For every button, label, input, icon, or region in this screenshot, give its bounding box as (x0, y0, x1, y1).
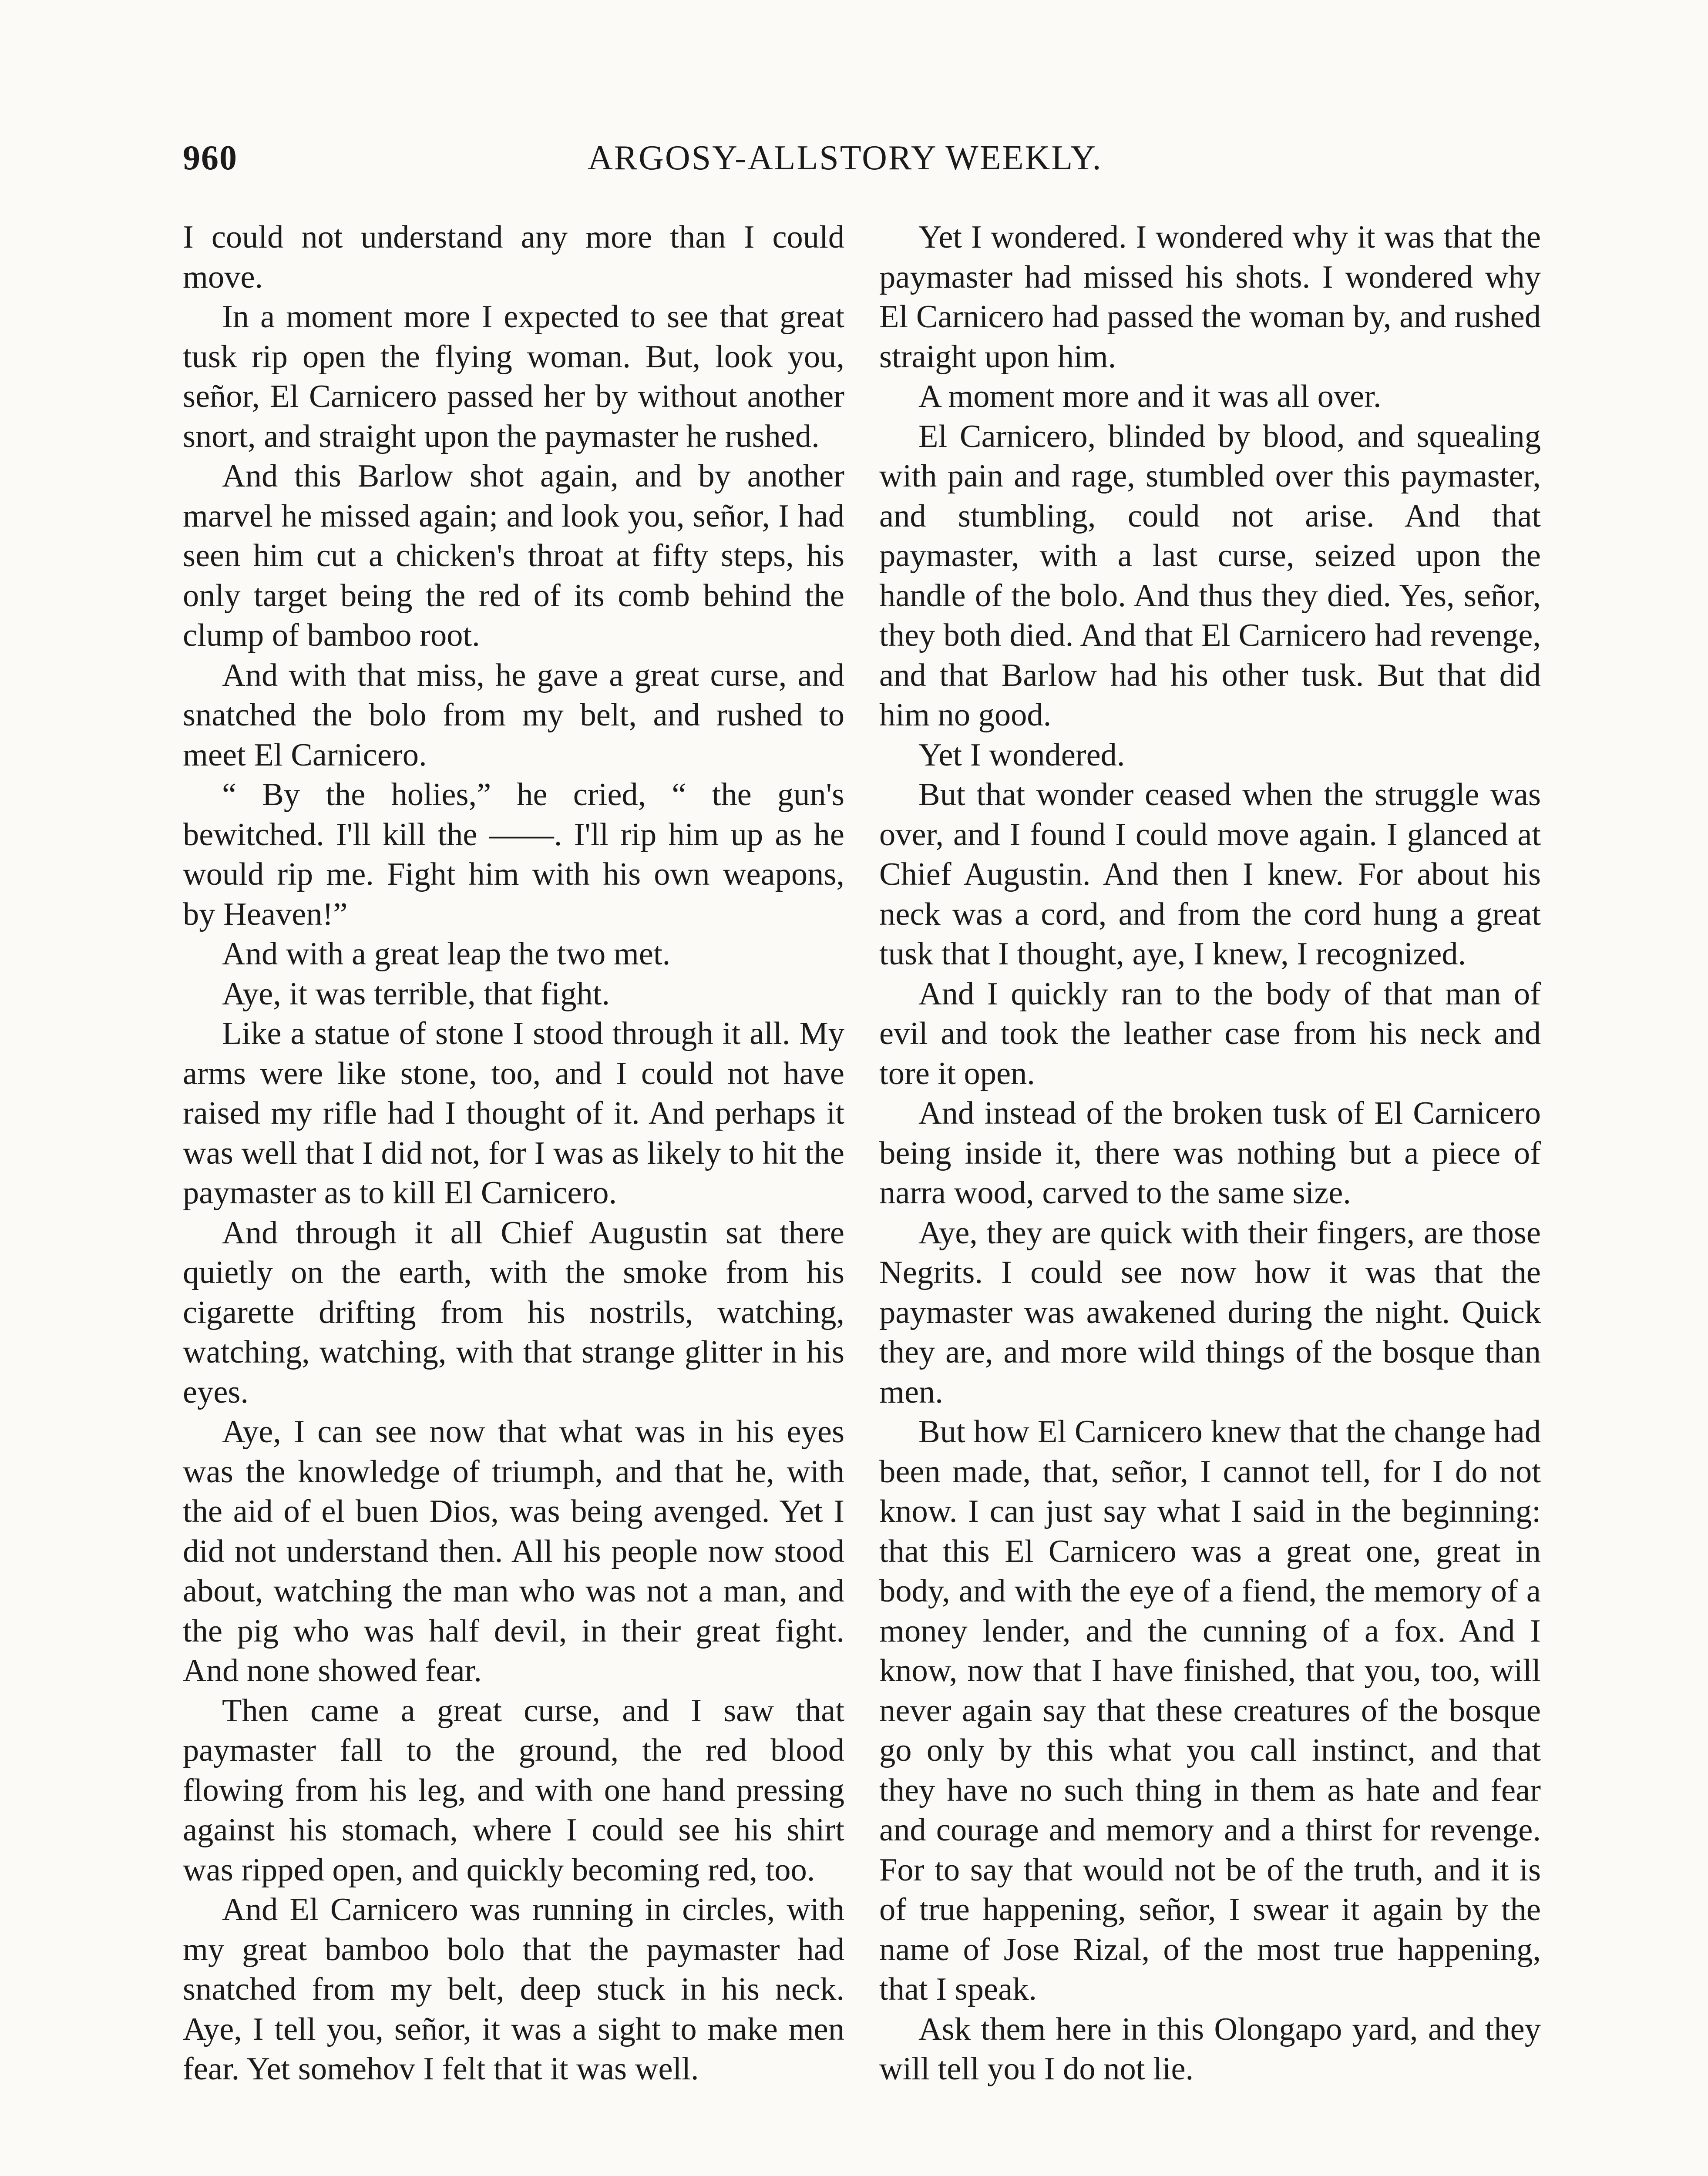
paragraph: And El Carnicero was running in circles, with my great bamboo bolo that the paymaster had snatched from my belt, deep stuck in his neck. Aye, I tell you, señor, it was a sight to make men fear. Yet somehov I felt that it was well. (183, 1892, 844, 2087)
paragraph: Ask them here in this Olongapo yard, and they will tell you I do not lie. (879, 2011, 1541, 2087)
right-column (879, 218, 1541, 2089)
paragraph: And with that miss, he gave a great curse, and snatched the bolo from my belt, and rushed to meet El Carnicero. (183, 657, 844, 773)
paragraph: And through it all Chief Augustin sat there quietly on the earth, with the smoke from his cigarette drifting from his nostrils, watching, watching, watching, with that strange glitter in his eyes. (183, 1215, 844, 1410)
paragraph: Aye, I can see now that what was in his eyes was the knowledge of triumph, and that he, with the aid of el buen Dios, was being avenged. Yet I did not understand then. All his people now stood about, watching the man who was not a man, and the pig who was half devil, in their great fight. And none showed fear. (183, 1414, 844, 1689)
paragraph: In a moment more I expected to see that great tusk rip open the flying woman. But, look you, señor, El Carnicero passed her by without another snort, and straight upon the paymaster he rushed. (183, 299, 844, 454)
paragraph: A moment more and it was all over. (918, 379, 1382, 414)
paragraph: I could not understand any more than I could move. (183, 219, 844, 295)
page-header (183, 138, 1537, 195)
paragraph: Then came a great curse, and I saw that paymaster fall to the ground, the red blood flowing from his leg, and with one hand pressing against his stomach, where I could see his shirt was ripped open, and quickly becoming red, too. (183, 1692, 844, 1888)
paragraph: And instead of the broken tusk of El Carnicero being inside it, there was nothing but a piece of narra wood, carved to the same size. (879, 1095, 1541, 1211)
paragraph: Yet I wondered. (918, 737, 1125, 773)
left-column (183, 218, 844, 2089)
paragraph: And I quickly ran to the body of that man of evil and took the leather case from his neck and tore it open. (879, 976, 1541, 1091)
paragraph: “ By the holies,” he cried, “ the gun's bewitched. I'll kill the ——. I'll rip him up as he would rip me. Fight him with his own weapons, by Heaven!” (183, 777, 844, 932)
paragraph: And this Barlow shot again, and by another marvel he missed again; and look you, señor, I had seen him cut a chicken's throat at fifty steps, his only target being the red of its comb behind the clump of bamboo root. (183, 458, 844, 653)
paragraph: And with a great leap the two met. (222, 936, 671, 972)
paragraph: Yet I wondered. I wondered why it was that the paymaster had missed his shots. I wondered why El Carnicero had passed the woman by, and rushed straight upon him. (879, 219, 1541, 375)
running-head: ARGOSY-ALLSTORY WEEKLY. (588, 139, 1103, 177)
paragraph: But that wonder ceased when the struggle was over, and I found I could move again. I glanced at Chief Augustin. And then I knew. For about his neck was a cord, and from the cord hung a great tusk that I thought, aye, I knew, I recognized. (879, 777, 1541, 972)
paragraph: But how El Carnicero knew that the change had been made, that, señor, I cannot tell, for I do not know. I can just say what I said in the beginning: that this El Carnicero was a great one, great in body, and with the eye of a fiend, the memory of a money lender, and the cunning of a fox. And I know, now that I have finished, that you, too, will never again say that these creatures of the bosque go only by this what you call instinct, and that they have no such thing in them as hate and fear and courage and memory and a thirst for revenge. For to say that would not be of the truth, and it is of true happening, señor, I swear it again by the name of Jose Rizal, of the most true happening, that I speak. (879, 1414, 1541, 2007)
paragraph: Aye, they are quick with their fingers, are those Negrits. I could see now how it was that the paymaster was awakened during the night. Quick they are, and more wild things of the bosque than men. (879, 1215, 1541, 1410)
page-number: 960 (183, 139, 238, 177)
paragraph: El Carnicero, blinded by blood, and squealing with pain and rage, stumbled over this paymaster, and stumbling, could not arise. And that paymaster, with a last curse, seized upon the handle of the bolo. And thus they died. Yes, señor, they both died. And that El Carnicero had revenge, and that Barlow had his other tusk. But that did him no good. (879, 418, 1541, 733)
paragraph: Aye, it was terrible, that fight. (222, 976, 610, 1012)
paragraph: Like a statue of stone I stood through it all. My arms were like stone, too, and I could not have raised my rifle had I thought of it. And perhaps it was well that I did not, for I was as likely to hit the paymaster as to kill El Carnicero. (183, 1016, 844, 1211)
